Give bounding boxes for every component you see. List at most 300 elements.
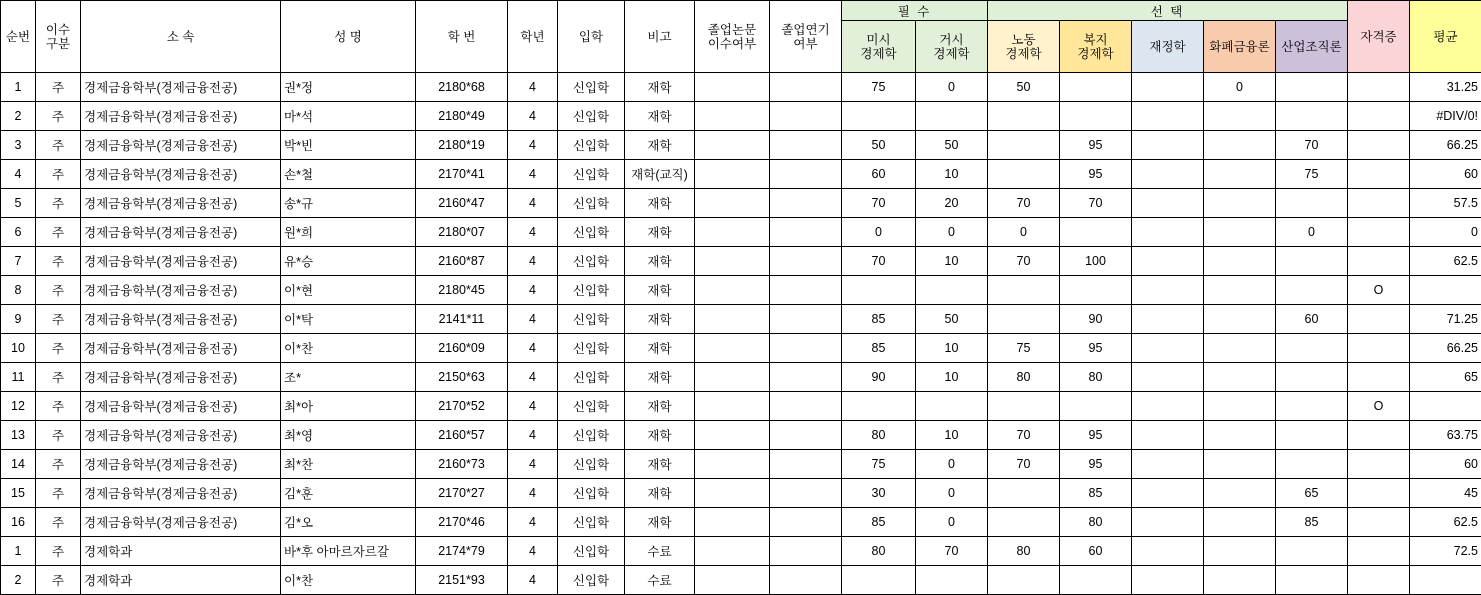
cell-dept[interactable]: 경제금융학부(경제금융전공) <box>81 305 281 334</box>
table-row[interactable] <box>1 392 1481 421</box>
cell-defer[interactable] <box>770 160 842 189</box>
cell-grade[interactable]: 4 <box>508 537 558 566</box>
cell-dept[interactable]: 경제금융학부(경제금융전공) <box>81 131 281 160</box>
cell-name[interactable]: 최*아 <box>281 392 416 421</box>
cell-type[interactable]: 주 <box>36 537 81 566</box>
cell-student-id[interactable]: 2170*41 <box>416 160 508 189</box>
cell-welfare-economics[interactable]: 60 <box>1060 537 1132 566</box>
cell-defer[interactable] <box>770 479 842 508</box>
cell-microeconomics[interactable]: 50 <box>842 131 916 160</box>
cell-type[interactable]: 주 <box>36 189 81 218</box>
cell-average[interactable]: 62.5 <box>1410 508 1481 537</box>
cell-thesis[interactable] <box>695 392 770 421</box>
cell-money-and-banking[interactable] <box>1204 218 1276 247</box>
cell-defer[interactable] <box>770 363 842 392</box>
cell-welfare-economics[interactable]: 90 <box>1060 305 1132 334</box>
cell-thesis[interactable] <box>695 102 770 131</box>
cell-entry[interactable]: 신입학 <box>558 247 625 276</box>
cell-money-and-banking[interactable]: 0 <box>1204 73 1276 102</box>
cell-note[interactable]: 수료 <box>625 566 695 595</box>
table-row[interactable] <box>1 566 1481 595</box>
cell-thesis[interactable] <box>695 450 770 479</box>
table-row[interactable] <box>1 276 1481 305</box>
cell-defer[interactable] <box>770 421 842 450</box>
cell-type[interactable]: 주 <box>36 73 81 102</box>
cell-labor-economics[interactable] <box>988 160 1060 189</box>
cell-no[interactable]: 8 <box>1 276 36 305</box>
cell-macroeconomics[interactable]: 10 <box>916 363 988 392</box>
cell-money-and-banking[interactable] <box>1204 247 1276 276</box>
cell-microeconomics[interactable] <box>842 102 916 131</box>
cell-name[interactable]: 이*현 <box>281 276 416 305</box>
cell-type[interactable]: 주 <box>36 276 81 305</box>
cell-entry[interactable]: 신입학 <box>558 421 625 450</box>
cell-labor-economics[interactable]: 50 <box>988 73 1060 102</box>
cell-certificate[interactable]: O <box>1348 392 1410 421</box>
cell-dept[interactable]: 경제금융학부(경제금융전공) <box>81 450 281 479</box>
cell-labor-economics[interactable] <box>988 276 1060 305</box>
table-row[interactable] <box>1 73 1481 102</box>
cell-dept[interactable]: 경제금융학부(경제금융전공) <box>81 218 281 247</box>
cell-no[interactable]: 15 <box>1 479 36 508</box>
cell-average[interactable]: 62.5 <box>1410 247 1481 276</box>
cell-industrial-organization[interactable] <box>1276 450 1348 479</box>
cell-welfare-economics[interactable]: 95 <box>1060 160 1132 189</box>
cell-certificate[interactable] <box>1348 334 1410 363</box>
cell-money-and-banking[interactable] <box>1204 392 1276 421</box>
cell-name[interactable]: 이*탁 <box>281 305 416 334</box>
cell-thesis[interactable] <box>695 479 770 508</box>
cell-welfare-economics[interactable] <box>1060 73 1132 102</box>
cell-macroeconomics[interactable] <box>916 102 988 131</box>
cell-dept[interactable]: 경제금융학부(경제금융전공) <box>81 276 281 305</box>
cell-note[interactable]: 재학 <box>625 247 695 276</box>
cell-defer[interactable] <box>770 247 842 276</box>
cell-type[interactable]: 주 <box>36 421 81 450</box>
cell-microeconomics[interactable]: 0 <box>842 218 916 247</box>
cell-thesis[interactable] <box>695 131 770 160</box>
cell-defer[interactable] <box>770 450 842 479</box>
cell-certificate[interactable] <box>1348 537 1410 566</box>
cell-money-and-banking[interactable] <box>1204 508 1276 537</box>
cell-grade[interactable]: 4 <box>508 189 558 218</box>
cell-grade[interactable]: 4 <box>508 508 558 537</box>
cell-public-finance[interactable] <box>1132 160 1204 189</box>
cell-labor-economics[interactable]: 75 <box>988 334 1060 363</box>
table-row[interactable] <box>1 218 1481 247</box>
cell-welfare-economics[interactable] <box>1060 392 1132 421</box>
cell-average[interactable]: 60 <box>1410 160 1481 189</box>
cell-student-id[interactable]: 2180*45 <box>416 276 508 305</box>
cell-thesis[interactable] <box>695 218 770 247</box>
table-row[interactable] <box>1 334 1481 363</box>
cell-name[interactable]: 손*철 <box>281 160 416 189</box>
cell-thesis[interactable] <box>695 421 770 450</box>
cell-welfare-economics[interactable] <box>1060 566 1132 595</box>
cell-public-finance[interactable] <box>1132 276 1204 305</box>
cell-defer[interactable] <box>770 392 842 421</box>
cell-certificate[interactable] <box>1348 131 1410 160</box>
cell-industrial-organization[interactable] <box>1276 421 1348 450</box>
cell-dept[interactable]: 경제금융학부(경제금융전공) <box>81 189 281 218</box>
cell-thesis[interactable] <box>695 73 770 102</box>
cell-grade[interactable]: 4 <box>508 566 558 595</box>
cell-average[interactable]: 0 <box>1410 218 1481 247</box>
cell-microeconomics[interactable] <box>842 276 916 305</box>
cell-name[interactable]: 송*규 <box>281 189 416 218</box>
cell-student-id[interactable]: 2160*47 <box>416 189 508 218</box>
cell-industrial-organization[interactable]: 0 <box>1276 218 1348 247</box>
cell-type[interactable]: 주 <box>36 363 81 392</box>
cell-student-id[interactable]: 2180*68 <box>416 73 508 102</box>
cell-defer[interactable] <box>770 537 842 566</box>
cell-name[interactable]: 마*석 <box>281 102 416 131</box>
cell-industrial-organization[interactable] <box>1276 247 1348 276</box>
cell-labor-economics[interactable] <box>988 508 1060 537</box>
cell-thesis[interactable] <box>695 537 770 566</box>
cell-certificate[interactable] <box>1348 160 1410 189</box>
cell-note[interactable]: 재학 <box>625 479 695 508</box>
cell-money-and-banking[interactable] <box>1204 334 1276 363</box>
cell-entry[interactable]: 신입학 <box>558 276 625 305</box>
cell-welfare-economics[interactable]: 85 <box>1060 479 1132 508</box>
cell-name[interactable]: 박*빈 <box>281 131 416 160</box>
table-row[interactable] <box>1 363 1481 392</box>
cell-grade[interactable]: 4 <box>508 450 558 479</box>
cell-labor-economics[interactable] <box>988 392 1060 421</box>
cell-grade[interactable]: 4 <box>508 421 558 450</box>
cell-welfare-economics[interactable]: 70 <box>1060 189 1132 218</box>
cell-macroeconomics[interactable]: 0 <box>916 479 988 508</box>
cell-note[interactable]: 재학 <box>625 189 695 218</box>
cell-type[interactable]: 주 <box>36 131 81 160</box>
cell-microeconomics[interactable] <box>842 566 916 595</box>
cell-student-id[interactable]: 2174*79 <box>416 537 508 566</box>
cell-industrial-organization[interactable] <box>1276 334 1348 363</box>
cell-grade[interactable]: 4 <box>508 73 558 102</box>
cell-student-id[interactable]: 2150*63 <box>416 363 508 392</box>
cell-no[interactable]: 4 <box>1 160 36 189</box>
cell-note[interactable]: 재학 <box>625 276 695 305</box>
cell-macroeconomics[interactable]: 10 <box>916 160 988 189</box>
cell-type[interactable]: 주 <box>36 392 81 421</box>
cell-certificate[interactable] <box>1348 450 1410 479</box>
cell-welfare-economics[interactable] <box>1060 276 1132 305</box>
cell-labor-economics[interactable]: 80 <box>988 363 1060 392</box>
cell-type[interactable]: 주 <box>36 508 81 537</box>
cell-no[interactable]: 10 <box>1 334 36 363</box>
cell-public-finance[interactable] <box>1132 218 1204 247</box>
cell-public-finance[interactable] <box>1132 392 1204 421</box>
cell-average[interactable]: 72.5 <box>1410 537 1481 566</box>
cell-average[interactable]: 71.25 <box>1410 305 1481 334</box>
cell-certificate[interactable] <box>1348 189 1410 218</box>
cell-macroeconomics[interactable]: 0 <box>916 450 988 479</box>
table-row[interactable] <box>1 479 1481 508</box>
cell-note[interactable]: 재학(교직) <box>625 160 695 189</box>
cell-defer[interactable] <box>770 218 842 247</box>
cell-no[interactable]: 1 <box>1 73 36 102</box>
cell-no[interactable]: 2 <box>1 566 36 595</box>
cell-note[interactable]: 재학 <box>625 392 695 421</box>
cell-entry[interactable]: 신입학 <box>558 334 625 363</box>
cell-name[interactable]: 바*후 아마르자르갈 <box>281 537 416 566</box>
cell-student-id[interactable]: 2170*27 <box>416 479 508 508</box>
cell-public-finance[interactable] <box>1132 102 1204 131</box>
cell-defer[interactable] <box>770 276 842 305</box>
cell-labor-economics[interactable]: 0 <box>988 218 1060 247</box>
cell-macroeconomics[interactable]: 0 <box>916 508 988 537</box>
cell-defer[interactable] <box>770 508 842 537</box>
cell-type[interactable]: 주 <box>36 334 81 363</box>
cell-entry[interactable]: 신입학 <box>558 131 625 160</box>
cell-macroeconomics[interactable]: 0 <box>916 218 988 247</box>
cell-entry[interactable]: 신입학 <box>558 450 625 479</box>
cell-no[interactable]: 16 <box>1 508 36 537</box>
cell-note[interactable]: 재학 <box>625 102 695 131</box>
cell-defer[interactable] <box>770 305 842 334</box>
cell-labor-economics[interactable] <box>988 102 1060 131</box>
cell-labor-economics[interactable]: 70 <box>988 247 1060 276</box>
cell-no[interactable]: 13 <box>1 421 36 450</box>
cell-money-and-banking[interactable] <box>1204 102 1276 131</box>
cell-type[interactable]: 주 <box>36 218 81 247</box>
cell-note[interactable]: 재학 <box>625 305 695 334</box>
cell-name[interactable]: 최*영 <box>281 421 416 450</box>
cell-entry[interactable]: 신입학 <box>558 566 625 595</box>
cell-money-and-banking[interactable] <box>1204 160 1276 189</box>
cell-defer[interactable] <box>770 73 842 102</box>
cell-macroeconomics[interactable] <box>916 566 988 595</box>
cell-entry[interactable]: 신입학 <box>558 102 625 131</box>
cell-industrial-organization[interactable] <box>1276 73 1348 102</box>
cell-entry[interactable]: 신입학 <box>558 363 625 392</box>
cell-macroeconomics[interactable]: 10 <box>916 334 988 363</box>
cell-thesis[interactable] <box>695 160 770 189</box>
cell-industrial-organization[interactable]: 85 <box>1276 508 1348 537</box>
cell-dept[interactable]: 경제학과 <box>81 537 281 566</box>
cell-labor-economics[interactable]: 70 <box>988 189 1060 218</box>
cell-dept[interactable]: 경제금융학부(경제금융전공) <box>81 73 281 102</box>
cell-grade[interactable]: 4 <box>508 305 558 334</box>
cell-microeconomics[interactable]: 85 <box>842 508 916 537</box>
table-row[interactable] <box>1 305 1481 334</box>
cell-certificate[interactable] <box>1348 102 1410 131</box>
cell-labor-economics[interactable]: 80 <box>988 537 1060 566</box>
cell-no[interactable]: 12 <box>1 392 36 421</box>
cell-grade[interactable]: 4 <box>508 102 558 131</box>
cell-money-and-banking[interactable] <box>1204 450 1276 479</box>
cell-name[interactable]: 유*승 <box>281 247 416 276</box>
cell-labor-economics[interactable] <box>988 566 1060 595</box>
cell-certificate[interactable] <box>1348 218 1410 247</box>
cell-microeconomics[interactable]: 70 <box>842 247 916 276</box>
cell-certificate[interactable] <box>1348 421 1410 450</box>
cell-average[interactable]: 60 <box>1410 450 1481 479</box>
cell-industrial-organization[interactable]: 75 <box>1276 160 1348 189</box>
cell-grade[interactable]: 4 <box>508 276 558 305</box>
cell-name[interactable]: 원*희 <box>281 218 416 247</box>
cell-name[interactable]: 권*정 <box>281 73 416 102</box>
cell-name[interactable]: 김*훈 <box>281 479 416 508</box>
cell-money-and-banking[interactable] <box>1204 479 1276 508</box>
cell-average[interactable]: 45 <box>1410 479 1481 508</box>
cell-welfare-economics[interactable]: 95 <box>1060 421 1132 450</box>
cell-dept[interactable]: 경제금융학부(경제금융전공) <box>81 247 281 276</box>
table-row[interactable] <box>1 189 1481 218</box>
table-row[interactable] <box>1 247 1481 276</box>
cell-average[interactable] <box>1410 392 1481 421</box>
cell-defer[interactable] <box>770 189 842 218</box>
cell-money-and-banking[interactable] <box>1204 305 1276 334</box>
cell-money-and-banking[interactable] <box>1204 363 1276 392</box>
cell-public-finance[interactable] <box>1132 508 1204 537</box>
table-row[interactable] <box>1 131 1481 160</box>
cell-student-id[interactable]: 2151*93 <box>416 566 508 595</box>
cell-industrial-organization[interactable] <box>1276 363 1348 392</box>
cell-student-id[interactable]: 2160*73 <box>416 450 508 479</box>
cell-dept[interactable]: 경제금융학부(경제금융전공) <box>81 102 281 131</box>
cell-student-id[interactable]: 2170*52 <box>416 392 508 421</box>
cell-entry[interactable]: 신입학 <box>558 189 625 218</box>
cell-average[interactable]: 31.25 <box>1410 73 1481 102</box>
cell-certificate[interactable] <box>1348 247 1410 276</box>
cell-public-finance[interactable] <box>1132 131 1204 160</box>
cell-public-finance[interactable] <box>1132 363 1204 392</box>
cell-welfare-economics[interactable]: 95 <box>1060 450 1132 479</box>
cell-microeconomics[interactable]: 90 <box>842 363 916 392</box>
cell-defer[interactable] <box>770 566 842 595</box>
cell-welfare-economics[interactable]: 95 <box>1060 131 1132 160</box>
cell-average[interactable]: 66.25 <box>1410 334 1481 363</box>
cell-welfare-economics[interactable]: 80 <box>1060 508 1132 537</box>
cell-no[interactable]: 2 <box>1 102 36 131</box>
cell-entry[interactable]: 신입학 <box>558 73 625 102</box>
cell-name[interactable]: 이*찬 <box>281 334 416 363</box>
cell-public-finance[interactable] <box>1132 189 1204 218</box>
cell-public-finance[interactable] <box>1132 305 1204 334</box>
cell-certificate[interactable] <box>1348 73 1410 102</box>
table-row[interactable] <box>1 421 1481 450</box>
cell-average[interactable]: 57.5 <box>1410 189 1481 218</box>
cell-note[interactable]: 재학 <box>625 334 695 363</box>
cell-industrial-organization[interactable] <box>1276 189 1348 218</box>
cell-dept[interactable]: 경제금융학부(경제금융전공) <box>81 392 281 421</box>
table-row[interactable] <box>1 450 1481 479</box>
cell-money-and-banking[interactable] <box>1204 566 1276 595</box>
cell-defer[interactable] <box>770 334 842 363</box>
cell-dept[interactable]: 경제금융학부(경제금융전공) <box>81 334 281 363</box>
cell-student-id[interactable]: 2160*09 <box>416 334 508 363</box>
cell-grade[interactable]: 4 <box>508 218 558 247</box>
cell-public-finance[interactable] <box>1132 537 1204 566</box>
cell-entry[interactable]: 신입학 <box>558 392 625 421</box>
cell-no[interactable]: 5 <box>1 189 36 218</box>
cell-macroeconomics[interactable]: 50 <box>916 131 988 160</box>
cell-industrial-organization[interactable] <box>1276 102 1348 131</box>
cell-labor-economics[interactable] <box>988 131 1060 160</box>
cell-no[interactable]: 9 <box>1 305 36 334</box>
cell-welfare-economics[interactable] <box>1060 218 1132 247</box>
cell-thesis[interactable] <box>695 276 770 305</box>
cell-entry[interactable]: 신입학 <box>558 537 625 566</box>
cell-microeconomics[interactable]: 70 <box>842 189 916 218</box>
cell-type[interactable]: 주 <box>36 479 81 508</box>
cell-certificate[interactable] <box>1348 305 1410 334</box>
cell-macroeconomics[interactable]: 20 <box>916 189 988 218</box>
cell-no[interactable]: 14 <box>1 450 36 479</box>
cell-industrial-organization[interactable] <box>1276 566 1348 595</box>
cell-type[interactable]: 주 <box>36 566 81 595</box>
cell-microeconomics[interactable] <box>842 392 916 421</box>
cell-microeconomics[interactable]: 85 <box>842 305 916 334</box>
cell-entry[interactable]: 신입학 <box>558 479 625 508</box>
cell-grade[interactable]: 4 <box>508 131 558 160</box>
cell-money-and-banking[interactable] <box>1204 421 1276 450</box>
cell-entry[interactable]: 신입학 <box>558 160 625 189</box>
table-row[interactable] <box>1 508 1481 537</box>
cell-welfare-economics[interactable]: 100 <box>1060 247 1132 276</box>
cell-certificate[interactable] <box>1348 479 1410 508</box>
cell-note[interactable]: 재학 <box>625 218 695 247</box>
cell-industrial-organization[interactable]: 60 <box>1276 305 1348 334</box>
cell-average[interactable]: #DIV/0! <box>1410 102 1481 131</box>
cell-industrial-organization[interactable]: 65 <box>1276 479 1348 508</box>
cell-certificate[interactable] <box>1348 363 1410 392</box>
cell-entry[interactable]: 신입학 <box>558 218 625 247</box>
cell-note[interactable]: 재학 <box>625 450 695 479</box>
cell-no[interactable]: 11 <box>1 363 36 392</box>
cell-macroeconomics[interactable] <box>916 392 988 421</box>
cell-no[interactable]: 3 <box>1 131 36 160</box>
cell-note[interactable]: 재학 <box>625 73 695 102</box>
cell-type[interactable]: 주 <box>36 247 81 276</box>
cell-labor-economics[interactable]: 70 <box>988 450 1060 479</box>
cell-dept[interactable]: 경제학과 <box>81 566 281 595</box>
cell-grade[interactable]: 4 <box>508 334 558 363</box>
cell-macroeconomics[interactable]: 10 <box>916 247 988 276</box>
cell-welfare-economics[interactable] <box>1060 102 1132 131</box>
cell-dept[interactable]: 경제금융학부(경제금융전공) <box>81 421 281 450</box>
cell-certificate[interactable]: O <box>1348 276 1410 305</box>
cell-microeconomics[interactable]: 80 <box>842 421 916 450</box>
cell-no[interactable]: 7 <box>1 247 36 276</box>
cell-microeconomics[interactable]: 75 <box>842 450 916 479</box>
cell-thesis[interactable] <box>695 247 770 276</box>
cell-student-id[interactable]: 2180*07 <box>416 218 508 247</box>
cell-macroeconomics[interactable]: 50 <box>916 305 988 334</box>
cell-microeconomics[interactable]: 80 <box>842 537 916 566</box>
cell-name[interactable]: 이*찬 <box>281 566 416 595</box>
cell-money-and-banking[interactable] <box>1204 537 1276 566</box>
cell-note[interactable]: 재학 <box>625 508 695 537</box>
cell-no[interactable]: 6 <box>1 218 36 247</box>
cell-dept[interactable]: 경제금융학부(경제금융전공) <box>81 508 281 537</box>
cell-dept[interactable]: 경제금융학부(경제금융전공) <box>81 160 281 189</box>
table-row[interactable] <box>1 102 1481 131</box>
cell-student-id[interactable]: 2180*19 <box>416 131 508 160</box>
cell-certificate[interactable] <box>1348 508 1410 537</box>
cell-grade[interactable]: 4 <box>508 363 558 392</box>
cell-student-id[interactable]: 2141*11 <box>416 305 508 334</box>
cell-microeconomics[interactable]: 85 <box>842 334 916 363</box>
cell-thesis[interactable] <box>695 305 770 334</box>
cell-money-and-banking[interactable] <box>1204 276 1276 305</box>
cell-macroeconomics[interactable]: 70 <box>916 537 988 566</box>
cell-labor-economics[interactable] <box>988 305 1060 334</box>
cell-thesis[interactable] <box>695 566 770 595</box>
cell-defer[interactable] <box>770 131 842 160</box>
